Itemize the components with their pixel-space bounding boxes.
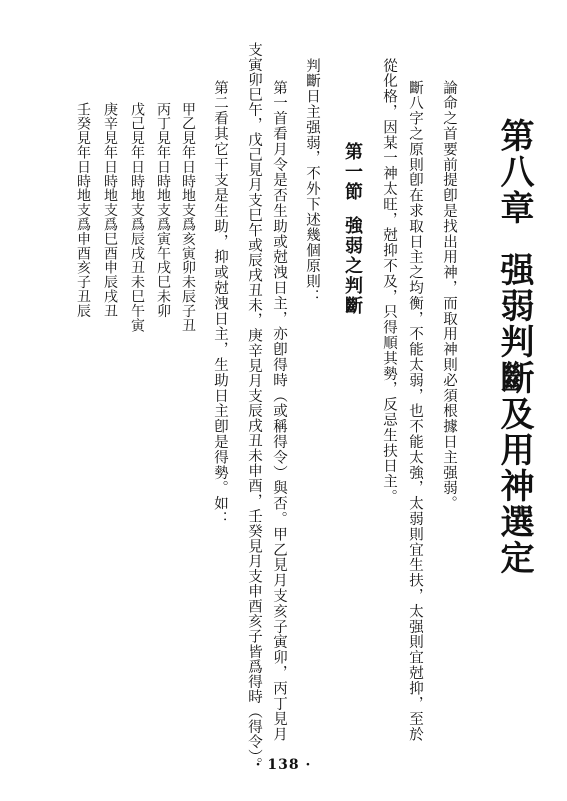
section-heading: [343, 142, 361, 316]
body-column-2: 斷八字之原則卽在求取日主之均衡，不能太弱，也不能太強，太弱則宜生扶，太强則宜尅抑，至於: [407, 80, 423, 743]
body-column-6: 支寅卯巳午，戊己見月支巳午或辰戌丑未，庚辛見月支辰戌丑未申酉，壬癸見月支申酉亥子皆爲得時（得令）。: [246, 42, 262, 773]
list-item-3: 戊己見年日時地支爲辰戌丑未巳午寅: [129, 102, 145, 333]
chapter-title: 强弱判斷及用神選定: [494, 252, 534, 576]
list-item-5: 壬癸見年日時地支爲申酉亥子丑辰: [75, 102, 91, 318]
page-number: · 138 ·: [255, 757, 312, 773]
list-item-1: 甲乙見年日時地支爲亥寅卯未辰子丑: [180, 102, 196, 333]
section-number: 第一節: [342, 142, 363, 202]
list-item-2: 丙丁見年日時地支爲寅午戌巳未卯: [155, 102, 171, 318]
body-column-1: 論命之首要前提卽是找出用神，而取用神則必須根據日主强弱。: [441, 80, 457, 512]
body-column-7: 第二看其它干支是生助，抑或尅洩日主，生助日主卽是得勢。如：: [212, 80, 228, 527]
body-column-3: 從化格，因某一神太旺，尅抑不及，只得順其勢，反忌生扶日主。: [381, 58, 397, 505]
list-item-4: 庚辛見年日時地支爲巳酉申辰戌丑: [102, 102, 118, 318]
body-column-5: 第一首看月令是否生助或尅洩日主，亦卽得時（或稱得令）與否。甲乙見月支亥子寅卯，丙丁見月: [271, 80, 287, 743]
chapter-number: 第八章: [494, 118, 534, 226]
chapter-heading: [494, 118, 534, 576]
body-column-4: 判斷日主强弱，不外下述幾個原則：: [304, 58, 320, 305]
section-title: 強弱之判斷: [342, 216, 363, 316]
